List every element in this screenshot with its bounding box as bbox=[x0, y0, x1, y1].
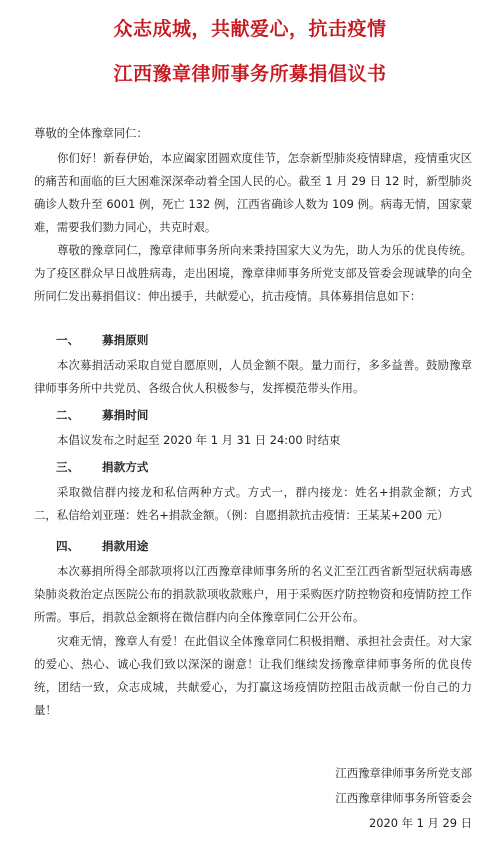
section-heading-2 bbox=[56, 404, 148, 427]
section-body-1: 本次募捐活动采取自觉自愿原则，人员金额不限。量力而行，多多益善。鼓励豫章律师事务所中共党员、各级合伙人积极参与，发挥模范带头作用。 bbox=[34, 358, 472, 395]
document-title: 江西豫章律师事务所募捐倡议书 bbox=[113, 63, 387, 85]
closing-paragraph: 灾难无情，豫章人有爱！在此倡议全体豫章同仁积极捐赠、承担社会责任。对大家的爱心、热心、诚心我们致以深深的谢意！让我们继续发扬豫章律师事务所的优良传统，团结一致，众志成城，共献爱心，为打赢这场疫情防控阻击战贡献一份自己的力量！ bbox=[34, 634, 472, 717]
signature-party-branch: 江西豫章律师事务所党支部 bbox=[335, 766, 472, 780]
salutation: 尊敬的全体豫章同仁： bbox=[34, 126, 148, 140]
section-number: 一、 bbox=[56, 333, 80, 347]
section-title: 募捐时间 bbox=[102, 408, 149, 422]
section-number: 三、 bbox=[56, 460, 80, 474]
intro-paragraph-1: 你们好！新春伊始，本应阖家团圆欢度佳节，怎奈新型肺炎疫情肆虐，疫情重灾区的痛苦和面临的巨大困难深深牵动着全国人民的心。截至 1 月 29 日 12 时，新型肺炎确诊人数升至 6001 例，死亡 132 例，江西省确诊人数为 109 例。病毒无情，国家蒙难，需要我们勠力同心，共克时艰。 bbox=[34, 151, 472, 234]
section-body-4: 本次募捐所得全部款项将以江西豫章律师事务所的名义汇至江西省新型冠状病毒感染肺炎救治定点医院公布的捐款款项收款账户，用于采购医疗防控物资和疫情防控工作所需。事后，捐款总金额将在微信群内向全体豫章同仁公开公布。 bbox=[34, 564, 472, 624]
signature-date: 2020 年 1 月 29 日 bbox=[368, 816, 472, 830]
signature-management-committee: 江西豫章律师事务所管委会 bbox=[335, 791, 472, 805]
section-heading-1 bbox=[56, 329, 148, 352]
section-number: 四、 bbox=[56, 539, 80, 553]
section-number: 二、 bbox=[56, 408, 80, 422]
section-body-3: 采取微信群内接龙和私信两种方式。方式一，群内接龙：姓名+捐款金额；方式二，私信给刘亚瑾：姓名+捐款金额。（例：自愿捐款抗击疫情：王某某+200 元） bbox=[34, 485, 472, 522]
section-title: 捐款用途 bbox=[102, 539, 149, 553]
section-heading-4 bbox=[56, 535, 148, 558]
intro-paragraph-2: 尊敬的豫章同仁，豫章律师事务所向来秉持国家大义为先，助人为乐的优良传统。为了疫区群众早日战胜病毒，走出困境，豫章律师事务所党支部及管委会现诚挚的向全所同仁发出募捐倡议：伸出援手，共献爱心，抗击疫情。具体募捐信息如下： bbox=[34, 243, 472, 303]
section-body-2: 本倡议发布之时起至 2020 年 1 月 31 日 24:00 时结束 bbox=[57, 433, 341, 447]
section-title: 募捐原则 bbox=[102, 333, 149, 347]
section-heading-3 bbox=[56, 456, 148, 479]
headline: 众志成城，共献爱心，抗击疫情 bbox=[113, 18, 387, 40]
section-title: 捐款方式 bbox=[102, 460, 149, 474]
